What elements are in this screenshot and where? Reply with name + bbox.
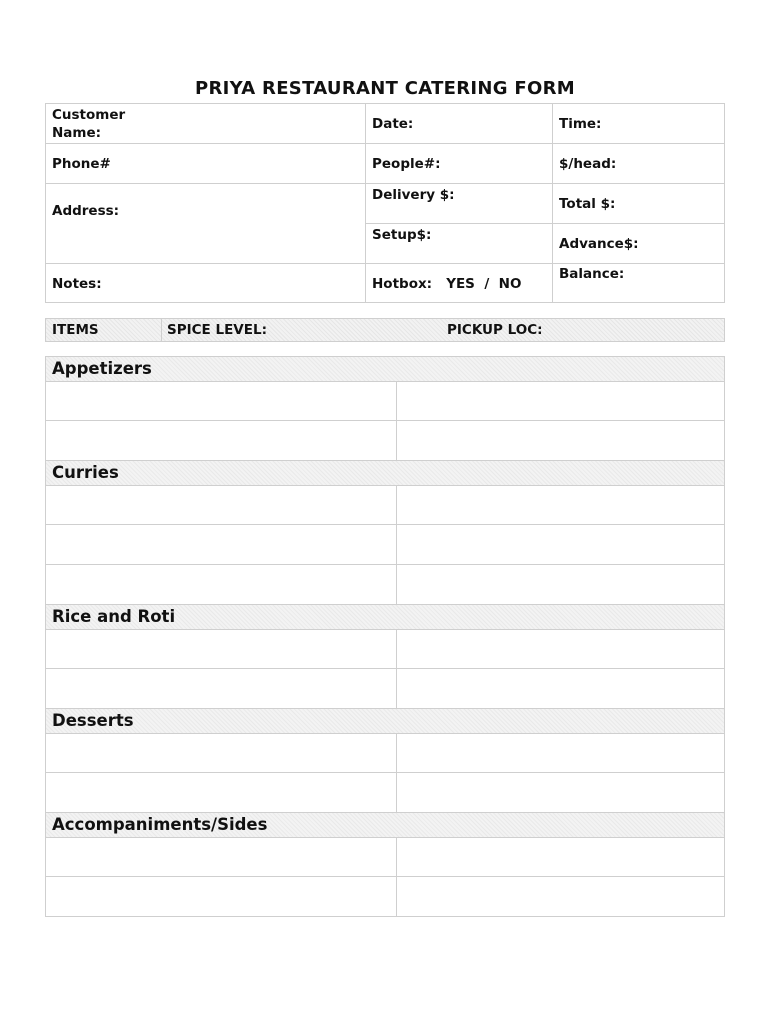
- item-cell[interactable]: [46, 837, 397, 876]
- table-row: [46, 877, 724, 916]
- people-label: People#:: [372, 156, 441, 172]
- order-header-bar: [45, 318, 725, 342]
- customer-name-field[interactable]: [46, 104, 366, 144]
- item-cell[interactable]: [46, 525, 397, 564]
- item-cell[interactable]: [46, 773, 397, 812]
- detail-cell[interactable]: [397, 629, 724, 668]
- customer-name-label-line1: Customer: [52, 107, 126, 123]
- item-cell[interactable]: [46, 877, 397, 916]
- hotbox-separator: /: [484, 276, 490, 292]
- delivery-label: Delivery $:: [372, 187, 455, 203]
- total-field[interactable]: [553, 184, 724, 224]
- table-row: [46, 837, 724, 877]
- hotbox-yes-option[interactable]: YES: [446, 276, 475, 292]
- date-field[interactable]: [366, 104, 553, 144]
- detail-cell[interactable]: [397, 525, 724, 564]
- delivery-field[interactable]: [366, 184, 553, 224]
- setup-label: Setup$:: [372, 227, 432, 243]
- section-header-desserts: Desserts: [46, 709, 724, 734]
- item-cell[interactable]: [46, 485, 397, 524]
- notes-field[interactable]: [46, 264, 366, 302]
- detail-cell[interactable]: [397, 773, 724, 812]
- detail-cell[interactable]: [397, 877, 724, 916]
- section-header-appetizers: Appetizers: [46, 357, 724, 382]
- detail-cell[interactable]: [397, 733, 724, 772]
- item-cell[interactable]: [46, 629, 397, 668]
- date-label: Date:: [372, 116, 414, 132]
- hotbox-label: Hotbox:: [372, 276, 433, 292]
- customer-info-table: [45, 103, 725, 303]
- table-row: [46, 669, 724, 709]
- item-cell[interactable]: [46, 733, 397, 772]
- setup-field[interactable]: [366, 224, 553, 264]
- address-label: Address:: [52, 203, 120, 219]
- phone-label: Phone#: [52, 156, 111, 172]
- item-cell[interactable]: [46, 565, 397, 604]
- hotbox-no-option[interactable]: NO: [498, 276, 522, 292]
- hotbox-field: [366, 264, 553, 302]
- detail-cell[interactable]: [397, 485, 724, 524]
- detail-cell[interactable]: [397, 381, 724, 420]
- detail-cell[interactable]: [397, 421, 724, 460]
- advance-field[interactable]: [553, 224, 724, 264]
- phone-field[interactable]: [46, 144, 366, 184]
- section-header-curries: Curries: [46, 461, 724, 486]
- item-cell[interactable]: [46, 381, 397, 420]
- table-row: [46, 629, 724, 669]
- bar-divider: [161, 319, 162, 341]
- notes-label: Notes:: [52, 276, 102, 292]
- spice-level-field[interactable]: SPICE LEVEL:: [167, 322, 267, 338]
- table-row: [46, 565, 724, 605]
- balance-field[interactable]: [553, 264, 724, 302]
- table-row: [46, 733, 724, 773]
- detail-cell[interactable]: [397, 837, 724, 876]
- item-cell[interactable]: [46, 669, 397, 708]
- item-cell[interactable]: [46, 421, 397, 460]
- form-title: PRIYA RESTAURANT CATERING FORM: [194, 78, 575, 99]
- time-field[interactable]: [553, 104, 724, 144]
- detail-cell[interactable]: [397, 565, 724, 604]
- balance-label: Balance:: [559, 266, 625, 282]
- detail-cell[interactable]: [397, 669, 724, 708]
- address-field[interactable]: [46, 184, 366, 264]
- time-label: Time:: [559, 116, 602, 132]
- table-row: [46, 381, 724, 421]
- pickup-loc-field[interactable]: PICKUP LOC:: [447, 322, 543, 338]
- table-row: [46, 525, 724, 565]
- section-header-accompaniments-sides: Accompaniments/Sides: [46, 813, 724, 838]
- people-field[interactable]: [366, 144, 553, 184]
- per-head-label: $/head:: [559, 156, 617, 172]
- table-row: [46, 773, 724, 813]
- table-row: [46, 421, 724, 461]
- menu-table: [45, 356, 725, 917]
- customer-name-label-line2: Name:: [52, 125, 102, 141]
- items-label: ITEMS: [52, 322, 99, 338]
- advance-label: Advance$:: [559, 236, 639, 252]
- total-label: Total $:: [559, 196, 616, 212]
- table-row: [46, 485, 724, 525]
- section-header-rice-and-roti: Rice and Roti: [46, 605, 724, 630]
- per-head-field[interactable]: [553, 144, 724, 184]
